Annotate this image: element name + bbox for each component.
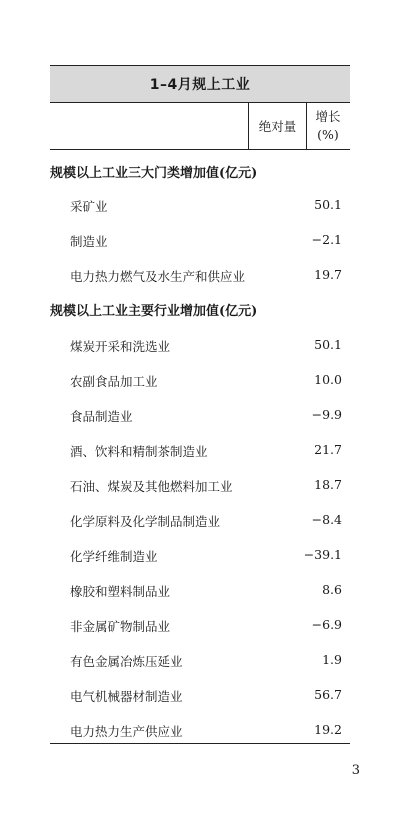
row-value: 8.6 — [322, 582, 342, 597]
table-row — [50, 407, 350, 427]
row-value: −9.9 — [311, 407, 342, 422]
row-value: −8.4 — [311, 512, 342, 527]
section-title-three-categories: 规模以上工业三大门类增加值(亿元) — [50, 166, 258, 181]
row-label: 石油、煤炭及其他燃料加工业 — [70, 479, 233, 494]
table-row — [50, 582, 350, 602]
row-label: 化学纤维制造业 — [70, 549, 158, 564]
row-label: 酒、饮料和精制茶制造业 — [70, 444, 208, 459]
table-header-row — [50, 103, 350, 150]
table-bottom-rule — [50, 743, 350, 744]
row-label: 制造业 — [70, 234, 108, 249]
row-label: 煤炭开采和洗选业 — [70, 339, 171, 354]
row-label: 食品制造业 — [70, 409, 133, 424]
row-label: 非金属矿物制品业 — [70, 619, 171, 634]
row-label: 电气机械器材制造业 — [70, 689, 183, 704]
header-label-cell — [50, 103, 248, 149]
row-label: 农副食品加工业 — [70, 374, 158, 389]
row-value: 50.1 — [314, 337, 342, 352]
row-label: 化学原料及化学制品制造业 — [70, 514, 221, 529]
table-row — [50, 197, 350, 217]
table-row — [50, 477, 350, 497]
row-value: 10.0 — [314, 372, 342, 387]
table-row — [50, 372, 350, 392]
table-row — [50, 722, 350, 742]
table-title: 1–4月规上工业 — [50, 65, 350, 103]
row-value: 19.2 — [314, 722, 342, 737]
row-value: −6.9 — [311, 617, 342, 632]
table-row — [50, 267, 350, 287]
header-growth — [306, 103, 350, 149]
table-row — [50, 652, 350, 672]
row-label: 采矿业 — [70, 199, 108, 214]
row-label: 电力热力燃气及水生产和供应业 — [70, 269, 246, 284]
table-row — [50, 337, 350, 357]
row-value: 50.1 — [314, 197, 342, 212]
row-value: −2.1 — [311, 232, 342, 247]
table-row — [50, 687, 350, 707]
row-value: −39.1 — [303, 547, 342, 562]
row-value: 1.9 — [322, 652, 342, 667]
row-value: 21.7 — [314, 442, 342, 457]
row-value: 56.7 — [314, 687, 342, 702]
table-row — [50, 547, 350, 567]
table-row — [50, 617, 350, 637]
table-row — [50, 232, 350, 252]
header-growth-unit: (%) — [317, 127, 339, 142]
stats-table — [50, 65, 350, 739]
row-label: 有色金属冶炼压延业 — [70, 654, 183, 669]
section-title-main-industries: 规模以上工业主要行业增加值(亿元) — [50, 304, 258, 319]
table-row — [50, 442, 350, 462]
row-label: 橡胶和塑料制品业 — [70, 584, 171, 599]
page-number: 3 — [351, 763, 360, 778]
header-absolute: 绝对量 — [248, 103, 307, 149]
row-value: 18.7 — [314, 477, 342, 492]
row-value: 19.7 — [314, 267, 342, 282]
header-growth-label: 增长 — [315, 109, 341, 124]
row-label: 电力热力生产供应业 — [70, 724, 183, 739]
table-row — [50, 512, 350, 532]
